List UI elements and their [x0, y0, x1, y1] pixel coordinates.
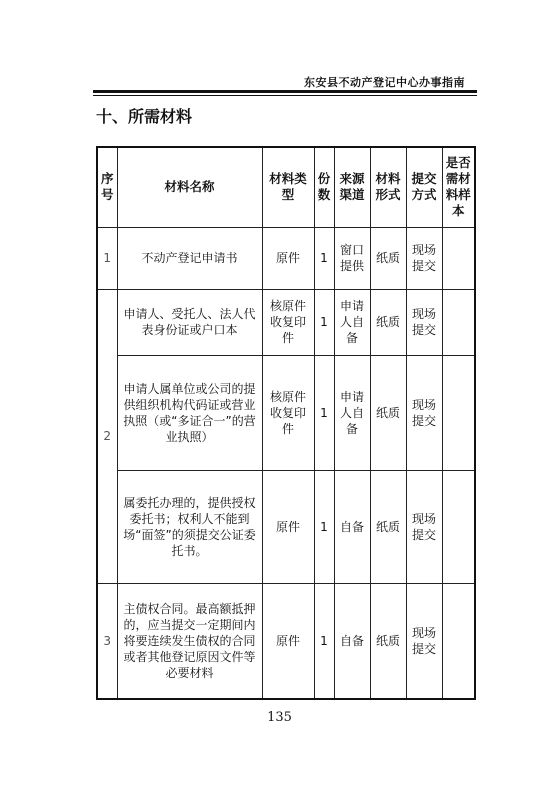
header-rule-thick [93, 90, 477, 93]
materials-table [96, 146, 476, 700]
row-source: 申请人自备 [334, 355, 370, 470]
page-number: 135 [267, 710, 292, 725]
row-type: 核原件收复印件 [262, 355, 314, 470]
row-type: 核原件收复印件 [262, 289, 314, 355]
header-seq: 序号 [97, 147, 117, 227]
row-submit: 现场提交 [406, 289, 442, 355]
table-row [97, 470, 475, 583]
row-form: 纸质 [370, 355, 406, 470]
row-source: 自备 [334, 470, 370, 583]
table-row [97, 355, 475, 470]
table-row [97, 583, 475, 699]
table-row [97, 289, 475, 355]
row-sample [442, 355, 475, 470]
row-seq: 2 [97, 289, 117, 583]
row-form: 纸质 [370, 583, 406, 699]
row-form: 纸质 [370, 470, 406, 583]
row-submit: 现场提交 [406, 583, 442, 699]
row-form: 纸质 [370, 289, 406, 355]
row-name: 申请人属单位或公司的提供组织机构代码证或营业执照（或“多证合一”的营业执照） [117, 355, 262, 470]
row-submit: 现场提交 [406, 355, 442, 470]
row-sample [442, 289, 475, 355]
header-title: 东安县不动产登记中心办事指南 [304, 76, 465, 89]
row-type: 原件 [262, 583, 314, 699]
table-header-row [97, 147, 475, 227]
row-sample [442, 227, 475, 289]
row-copies: 1 [314, 227, 334, 289]
row-name: 不动产登记申请书 [117, 227, 262, 289]
header-form: 材料形式 [370, 147, 406, 227]
row-copies: 1 [314, 355, 334, 470]
row-source: 自备 [334, 583, 370, 699]
row-submit: 现场提交 [406, 470, 442, 583]
row-name: 主债权合同。最高额抵押的，应当提交一定期间内将要连续发生债权的合同或者其他登记原因文件等必要材料 [117, 583, 262, 699]
section-title: 十、所需材料 [96, 107, 193, 126]
row-source: 窗口提供 [334, 227, 370, 289]
header-type: 材料类型 [262, 147, 314, 227]
row-type: 原件 [262, 470, 314, 583]
row-sample [442, 583, 475, 699]
header-submit: 提交方式 [406, 147, 442, 227]
table-row [97, 227, 475, 289]
header-source: 来源渠道 [334, 147, 370, 227]
row-name: 申请人、受托人、法人代表身份证或户口本 [117, 289, 262, 355]
row-seq: 1 [97, 227, 117, 289]
row-source: 申请人自备 [334, 289, 370, 355]
row-copies: 1 [314, 289, 334, 355]
row-seq: 3 [97, 583, 117, 699]
row-name: 属委托办理的，提供授权委托书；权利人不能到场“面签”的须提交公证委托书。 [117, 470, 262, 583]
row-form: 纸质 [370, 227, 406, 289]
row-type: 原件 [262, 227, 314, 289]
row-sample [442, 470, 475, 583]
row-copies: 1 [314, 470, 334, 583]
header-rule-thin [93, 95, 477, 96]
row-copies: 1 [314, 583, 334, 699]
header-copies: 份数 [314, 147, 334, 227]
row-submit: 现场提交 [406, 227, 442, 289]
header-name: 材料名称 [117, 147, 262, 227]
header-sample: 是否需材料样本 [442, 147, 475, 227]
